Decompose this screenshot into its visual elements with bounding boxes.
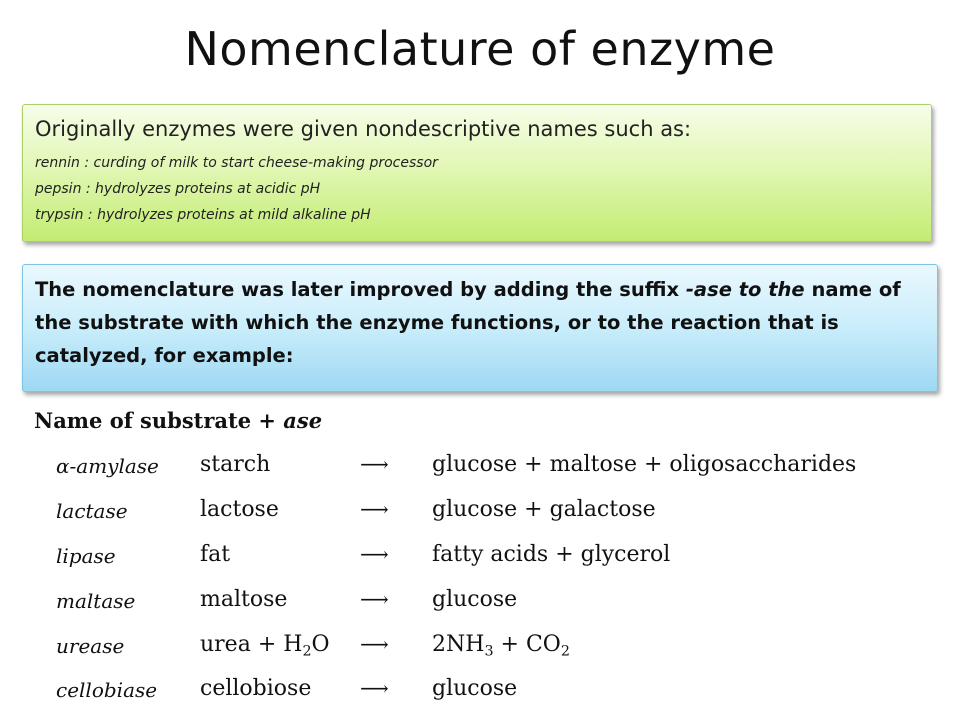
- improved-nomenclature-text: [35, 273, 925, 372]
- text-suffix-italic: -ase to the: [685, 278, 805, 301]
- reaction-arrow: ⟶: [360, 452, 389, 476]
- substrate-text-a: urea + H: [200, 632, 303, 657]
- table-row: [0, 452, 960, 492]
- table-row: [0, 676, 960, 716]
- enzyme-name: urease: [56, 634, 125, 658]
- enzyme-name: maltase: [56, 589, 136, 613]
- substrate: starch: [200, 452, 271, 477]
- products: glucose + maltose + oligosaccharides: [432, 452, 857, 477]
- example-trypsin: trypsin : hydrolyzes proteins at mild alkaline pH: [35, 207, 371, 223]
- table-header-suffix: ase: [283, 408, 323, 433]
- table-row: [0, 587, 960, 627]
- substrate: [200, 632, 330, 659]
- improved-nomenclature-box: [22, 264, 938, 392]
- reaction-arrow: ⟶: [360, 542, 389, 566]
- text-part-1: The nomenclature was later improved by adding the suffix: [35, 278, 686, 301]
- substrate: fat: [200, 542, 231, 567]
- table-header: [34, 408, 322, 433]
- products: glucose: [432, 676, 518, 701]
- products: [432, 632, 570, 659]
- substrate-text-b: O: [311, 632, 330, 657]
- products: glucose + galactose: [432, 497, 656, 522]
- reaction-arrow: ⟶: [360, 676, 389, 700]
- original-names-heading: Originally enzymes were given nondescriptive names such as:: [35, 117, 692, 141]
- enzyme-name: α-amylase: [56, 454, 159, 478]
- substrate-subscript: 2: [302, 643, 312, 660]
- reaction-arrow: ⟶: [360, 497, 389, 521]
- table-row: [0, 632, 960, 672]
- substrate: lactose: [200, 497, 279, 522]
- substrate: maltose: [200, 587, 288, 612]
- products: glucose: [432, 587, 518, 612]
- enzyme-name: lipase: [56, 544, 116, 568]
- example-pepsin: pepsin : hydrolyzes proteins at acidic pH: [35, 181, 321, 197]
- product-text-a: 2NH: [432, 632, 485, 657]
- slide-title: Nomenclature of enzyme: [184, 22, 776, 76]
- table-header-prefix: Name of substrate +: [34, 408, 284, 433]
- product-text-b: + CO: [493, 632, 561, 657]
- reaction-arrow: ⟶: [360, 632, 389, 656]
- table-row: [0, 497, 960, 537]
- product-subscript-1: 3: [484, 643, 494, 660]
- reaction-arrow: ⟶: [360, 587, 389, 611]
- example-rennin: rennin : curding of milk to start cheese-making processor: [35, 155, 438, 171]
- substrate: cellobiose: [200, 676, 312, 701]
- enzyme-name: lactase: [56, 499, 128, 523]
- enzyme-name: cellobiase: [56, 678, 158, 702]
- text-part-3: name of the substrate with which the enzyme functions, or to the reaction that is catalyzed, for example:: [35, 278, 901, 367]
- table-row: [0, 542, 960, 582]
- products: fatty acids + glycerol: [432, 542, 671, 567]
- original-names-box: [22, 104, 932, 242]
- product-subscript-2: 2: [560, 643, 570, 660]
